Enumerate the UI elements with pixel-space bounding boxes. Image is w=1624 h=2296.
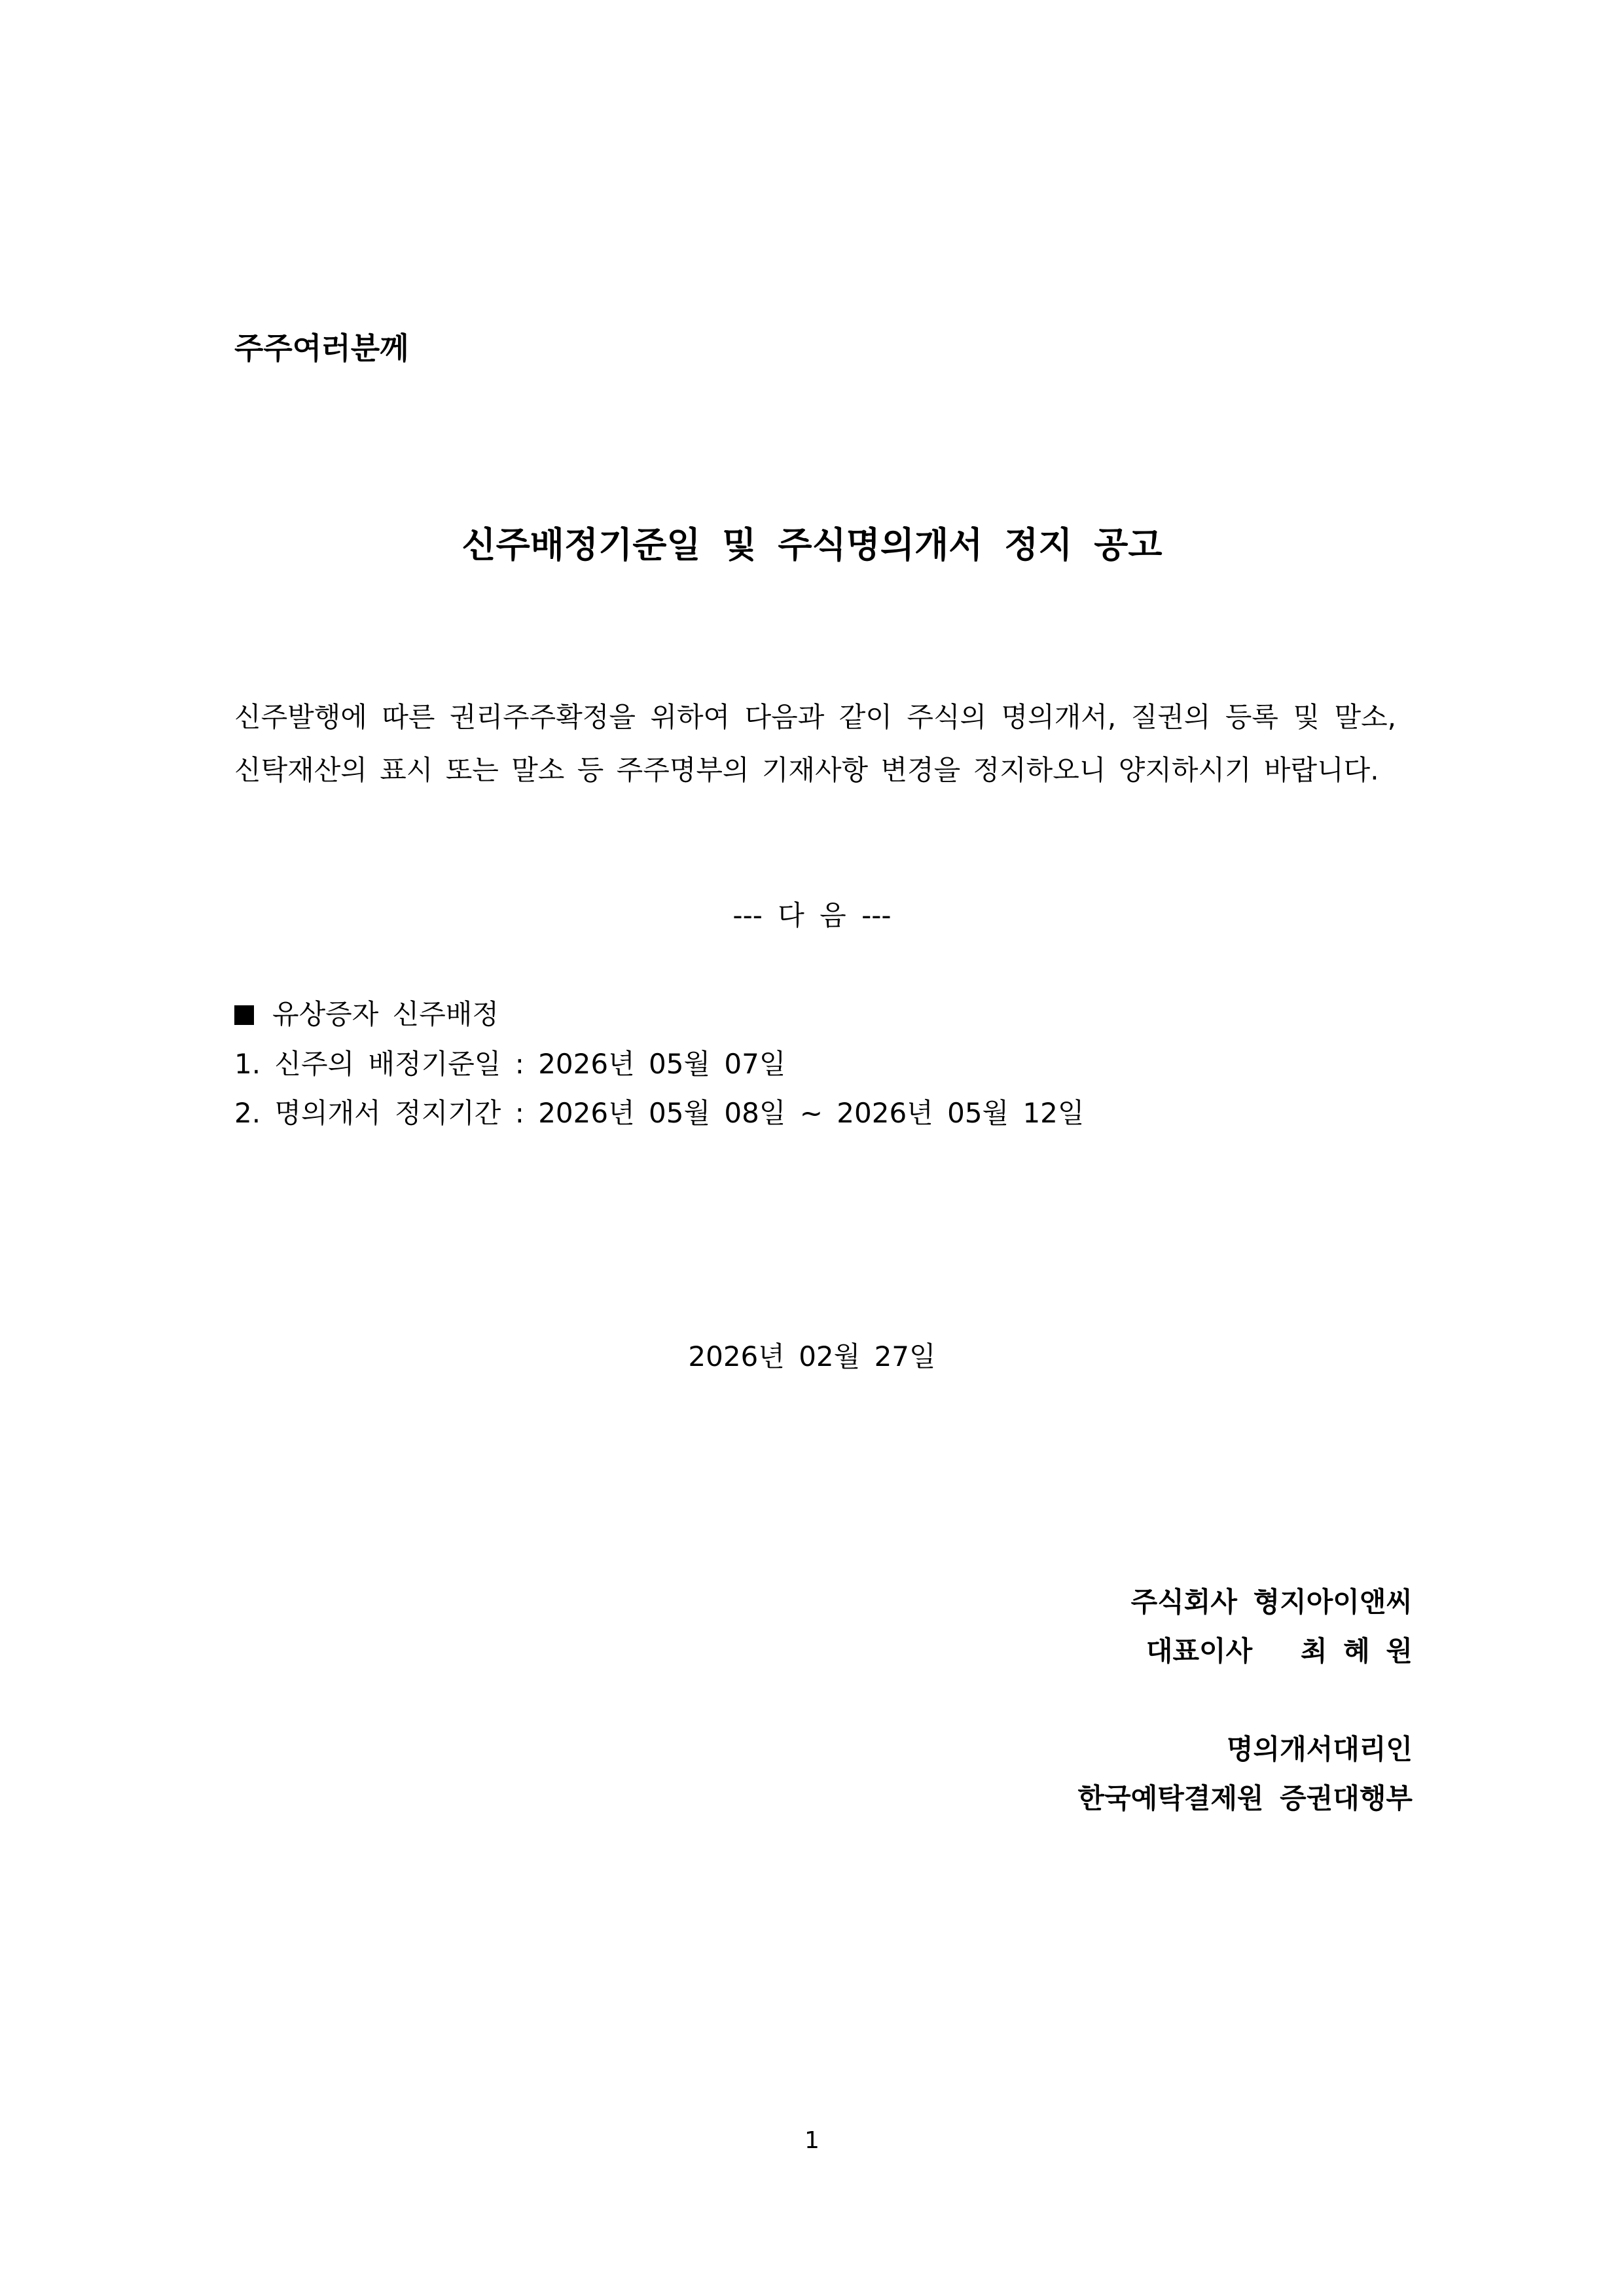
section-heading [234,993,499,1032]
notice-date: 2026년 02월 27일 [688,1340,936,1372]
body-paragraph: 신주발행에 따른 권리주주확정을 위하여 다음과 같이 주식의 명의개서, 질권의 등록 및 말소, 신탁재산의 표시 또는 말소 등 주주명부의 기재사항 변경을 정지하오니 양지하시기 바랍니다. [234,701,1396,786]
transfer-agent-name: 한국예탁결제원 증권대행부 [1077,1782,1413,1814]
divider-text: --- 다 음 --- [732,899,892,931]
notice-title: 신주배정기준일 및 주식명의개서 정지 공고 [461,524,1163,565]
list-item-suspension-period: 2. 명의개서 정지기간 : 2026년 05월 08일 ~ 2026년 05월 12일 [234,1097,1085,1129]
transfer-agent-label: 명의개서대리인 [1226,1733,1413,1765]
page-number: 1 [804,2127,820,2154]
square-bullet-icon [234,1005,254,1025]
list-item-record-date: 1. 신주의 배정기준일 : 2026년 05월 07일 [234,1048,786,1080]
section-heading-label: 유상증자 신주배정 [272,998,499,1030]
salutation: 주주여러분께 [234,331,409,366]
company-name: 주식회사 형지아이앤씨 [1130,1586,1413,1618]
representative-name: 대표이사 최 혜 원 [1146,1635,1413,1667]
